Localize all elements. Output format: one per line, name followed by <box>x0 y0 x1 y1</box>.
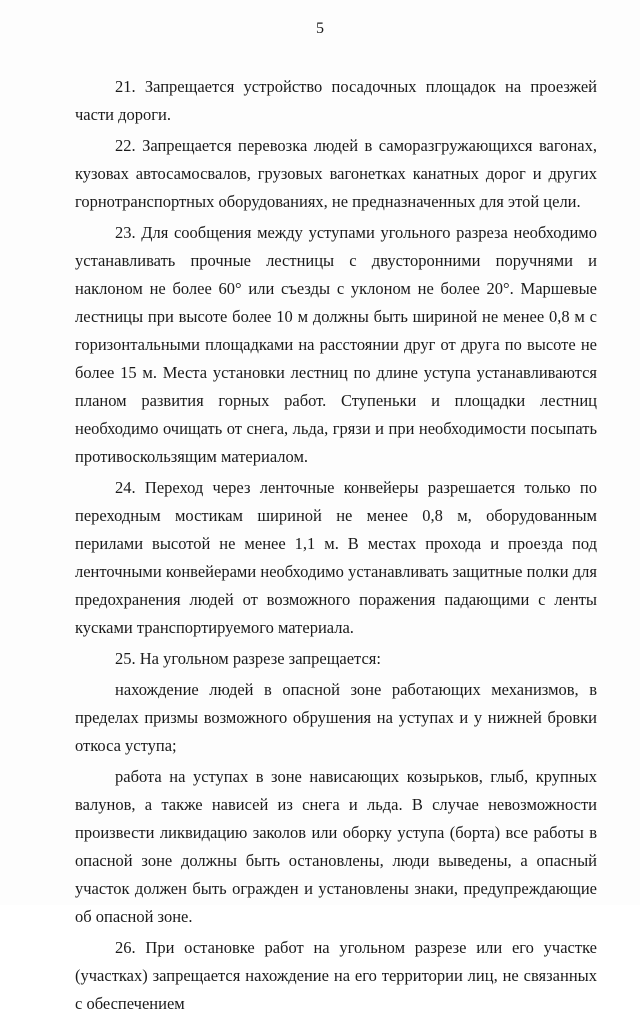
paragraph-22: 22. Запрещается перевозка людей в саморазгружающихся вагонах, кузовах автосамосвалов, грузовых вагонетках канатных дорог и других горнотранспортных оборудованиях, не предназначенных для этой цели. <box>75 136 597 211</box>
document-body <box>75 73 597 1021</box>
paragraph-21: 21. Запрещается устройство посадочных площадок на проезжей части дороги. <box>75 77 597 124</box>
paragraph-25-item-1: нахождение людей в опасной зоне работающих механизмов, в пределах призмы возможного обрушения на уступах и у нижней бровки откоса уступа; <box>75 680 597 755</box>
paragraph-26: 26. При остановке работ на угольном разрезе или его участке (участках) запрещается нахождение на его территории лиц, не связанных с обеспечением <box>75 938 597 1013</box>
paragraph-24: 24. Переход через ленточные конвейеры разрешается только по переходным мостикам шириной не менее 0,8 м, оборудованным перилами высотой не менее 1,1 м. В местах прохода и проезда под ленточными конвейерами необходимо устанавливать защитные полки для предохранения людей от возможного поражения падающими с ленты кусками транспортируемого материала. <box>75 478 597 637</box>
paragraph-23: 23. Для сообщения между уступами угольного разреза необходимо устанавливать прочные лестницы с двусторонними поручнями и наклоном не более 60° или съезды с уклоном не более 20°. Маршевые лестницы при высоте более 10 м должны быть шириной не менее 0,8 м с горизонтальными площадками на расстоянии друг от друга по высоте не более 15 м. Места установки лестниц по длине уступа устанавливаются планом развития горных работ. Ступеньки и площадки лестниц необходимо очищать от снега, льда, грязи и при необходимости посыпать противоскользящим материалом. <box>75 223 597 466</box>
paragraph-25: 25. На угольном разрезе запрещается: <box>115 649 381 668</box>
page-number: 5 <box>316 20 324 37</box>
paragraph-25-item-2: работа на уступах в зоне нависающих козырьков, глыб, крупных валунов, а также нависей из снега и льда. В случае невозможности произвести ликвидацию заколов или оборку уступа (борта) все работы в опасной зоне должны быть остановлены, люди выведены, а опасный участок должен быть огражден и установлены знаки, предупреждающие об опасной зоне. <box>75 767 597 926</box>
